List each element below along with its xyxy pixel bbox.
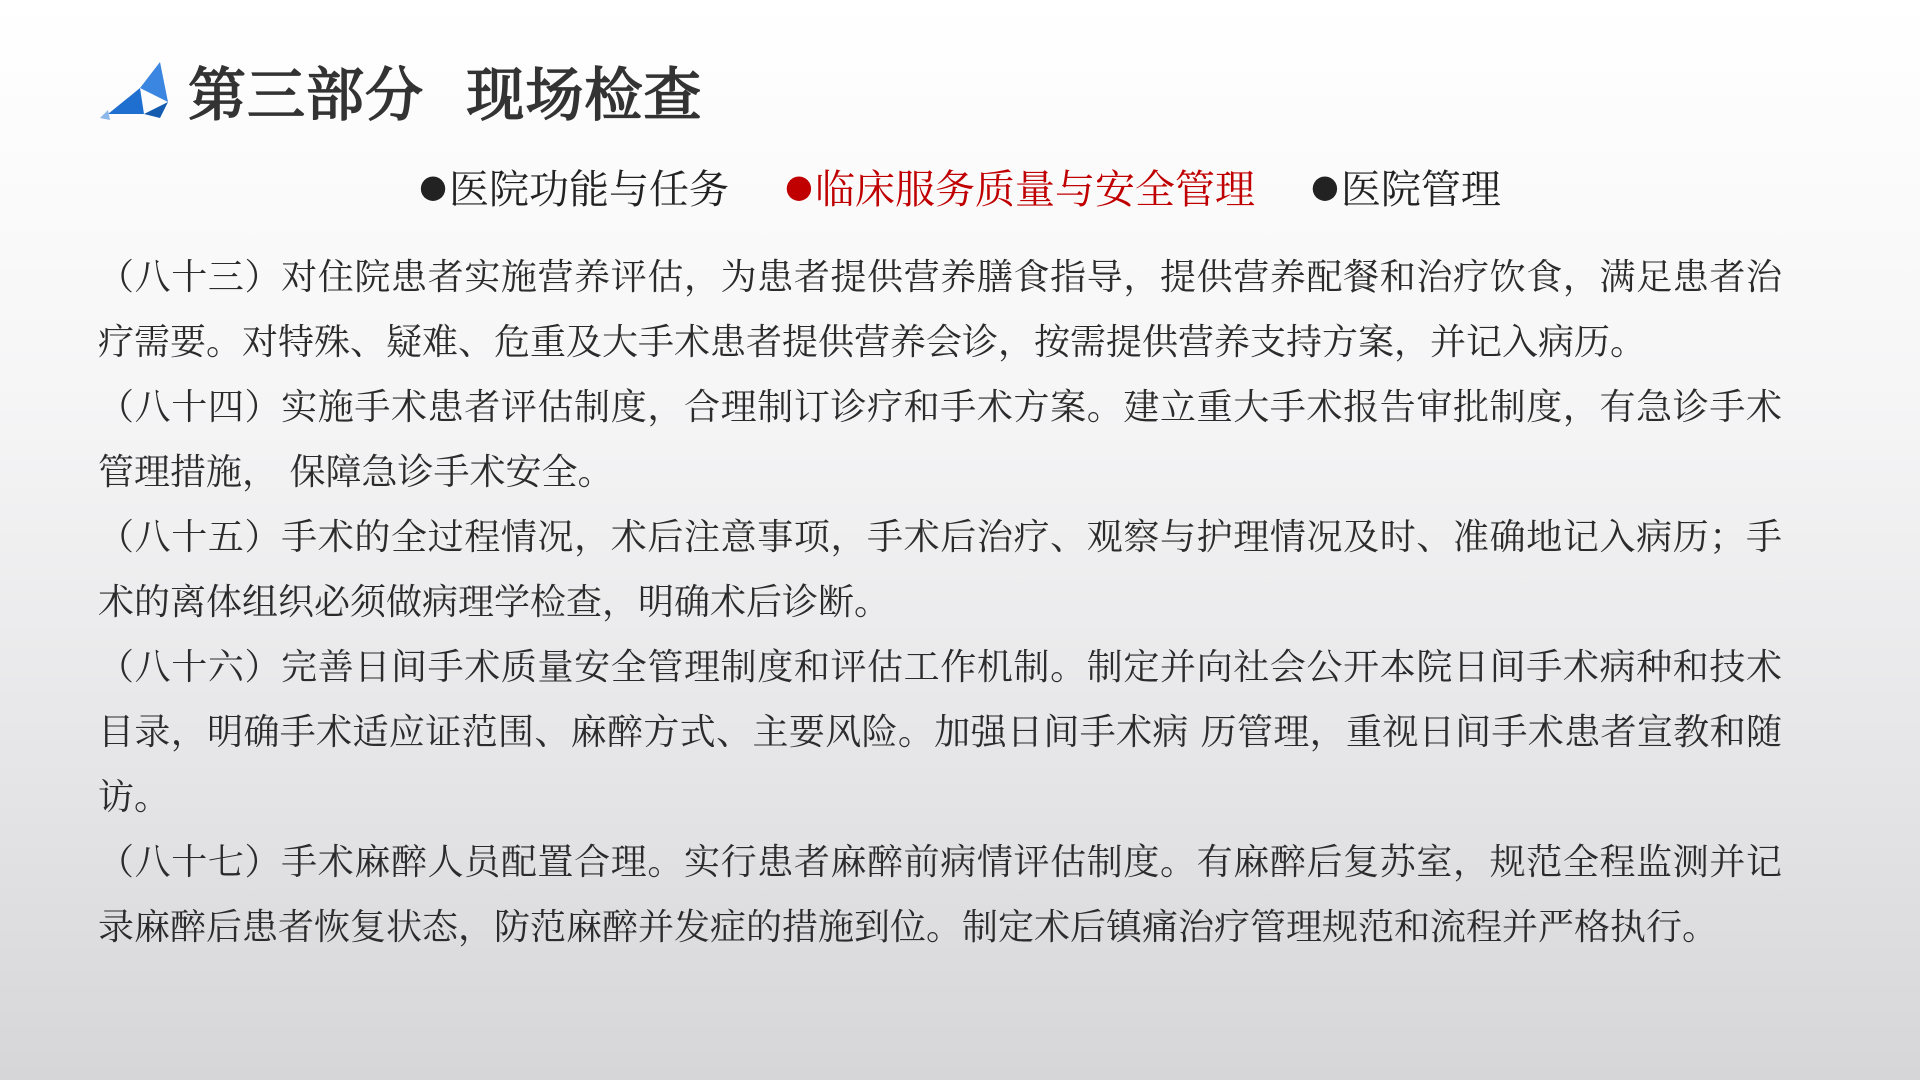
tab-label: 医院管理 — [1340, 166, 1501, 213]
tab-label: 临床服务质量与安全管理 — [814, 166, 1255, 213]
slide-header — [100, 54, 703, 129]
tab-bullet: ● — [785, 167, 813, 205]
item-86-paragraph: （八十六）完善日间手术质量安全管理制度和评估工作机制。制定并向社会公开本院日间手术病种和技术目录，明确手术适应证范围、麻醉方式、主要风险。加强日间手术病 历管理，重视日间手术患者宣教和随访。 — [98, 647, 1782, 818]
blue-triangle-logo-icon — [100, 58, 176, 122]
item-87-paragraph: （八十七）手术麻醉人员配置合理。实行患者麻醉前病情评估制度。有麻醉后复苏室，规范全程监测并记录麻醉后患者恢复状态，防范麻醉并发症的措施到位。制定术后镇痛治疗管理规范和流程并严格执行。 — [98, 842, 1782, 948]
item-83-paragraph: （八十三）对住院患者实施营养评估，为患者提供营养膳食指导，提供营养配餐和治疗饮食，满足患者治疗需要。对特殊、疑难、危重及大手术患者提供营养会诊，按需提供营养支持方案，并记入病历。 — [98, 257, 1782, 363]
tab-label: 医院功能与任务 — [449, 166, 730, 213]
item-84-paragraph: （八十四）实施手术患者评估制度，合理制订诊疗和手术方案。建立重大手术报告审批制度，有急诊手术管理措施， 保障急诊手术安全。 — [98, 387, 1782, 493]
item-85-paragraph: （八十五）手术的全过程情况，术后注意事项，手术后治疗、观察与护理情况及时、准确地记入病历；手术的离体组织必须做病理学检查，明确术后诊断。 — [98, 517, 1782, 623]
tab-bullet: ● — [419, 167, 448, 205]
page-title: 第三部分 现场检查 — [188, 61, 703, 129]
tab-hospital-function[interactable] — [419, 158, 729, 215]
tab-hospital-management[interactable] — [1311, 158, 1501, 215]
section-tabs — [0, 156, 1920, 216]
tab-clinical-quality-safety[interactable] — [785, 158, 1255, 215]
tab-bullet: ● — [1310, 167, 1339, 205]
content-body — [98, 245, 1782, 960]
